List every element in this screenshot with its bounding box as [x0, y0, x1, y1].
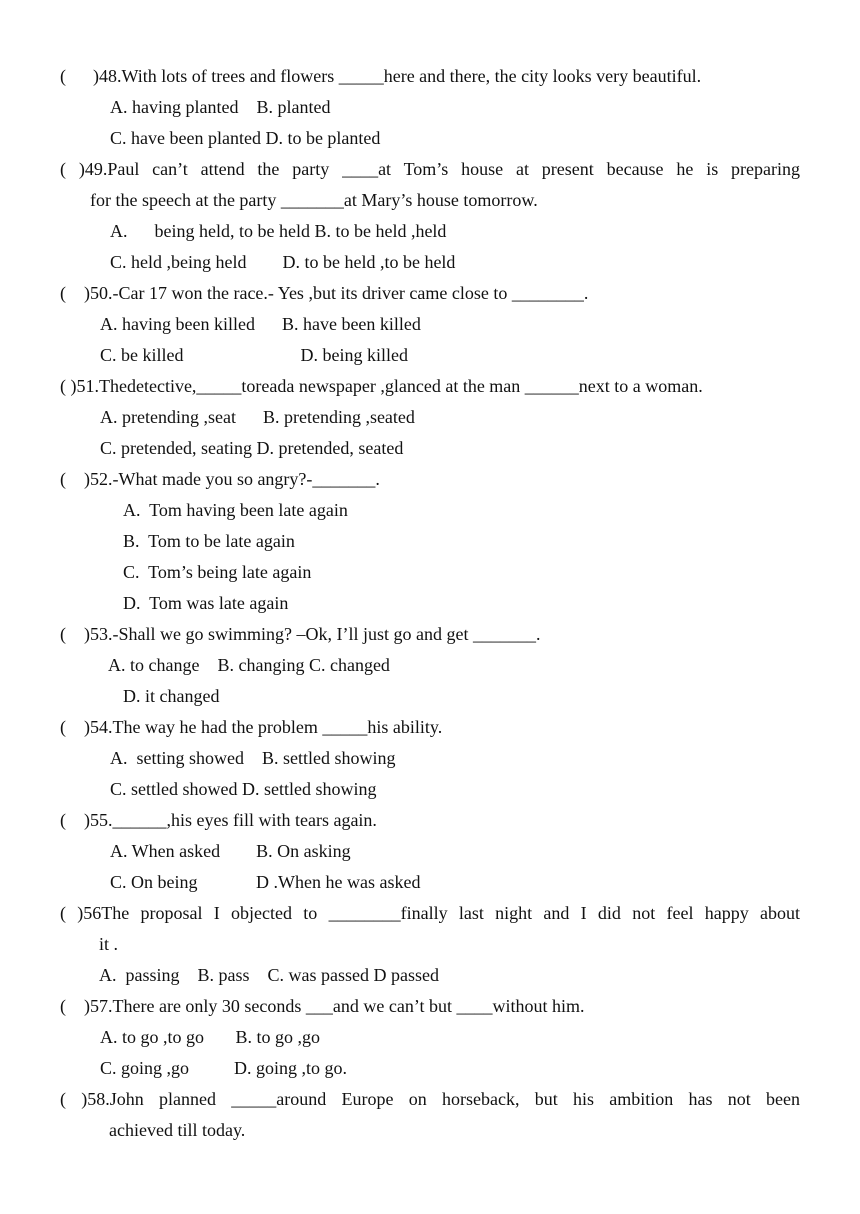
question-55-options-2: C. On being D .When he was asked [110, 872, 421, 892]
question-57-options-2: C. going ,go D. going ,to go. [100, 1058, 348, 1078]
question-48-options-1: A. having planted B. planted [110, 97, 331, 117]
question-57-options-1: A. to go ,to go B. to go ,go [100, 1027, 321, 1047]
question-56-options: A. passing B. pass C. was passed D passed [99, 965, 439, 985]
question-49-stem-2: for the speech at the party _______at Mary’s house tomorrow. [90, 190, 538, 210]
question-53-options-2: D. it changed [123, 686, 220, 706]
question-56-stem-1: ( )56The proposal I objected to ________finally last night and I did not feel happy about [60, 903, 800, 923]
question-51-options-2: C. pretended, seating D. pretended, seated [100, 438, 404, 458]
question-48-stem: ( )48.With lots of trees and flowers _____here and there, the city looks very beautiful. [60, 66, 702, 86]
question-56-stem-2: it . [99, 934, 119, 954]
question-52-stem: ( )52.-What made you so angry?-_______. [60, 469, 380, 489]
question-55-options-1: A. When asked B. On asking [110, 841, 351, 861]
question-58-stem-1: ( )58.John planned _____around Europe on horseback, but his ambition has not been [60, 1089, 800, 1109]
question-49-options-1: A. being held, to be held B. to be held ,held [110, 221, 447, 241]
question-52-option-c: C. Tom’s being late again [123, 562, 312, 582]
question-54-stem: ( )54.The way he had the problem _____his ability. [60, 717, 443, 737]
question-54-options-1: A. setting showed B. settled showing [110, 748, 396, 768]
question-52-option-b: B. Tom to be late again [123, 531, 295, 551]
question-52-option-a: A. Tom having been late again [123, 500, 348, 520]
question-57-stem: ( )57.There are only 30 seconds ___and we can’t but ____without him. [60, 996, 585, 1016]
question-55-stem: ( )55.______,his eyes fill with tears again. [60, 810, 377, 830]
question-49-options-2: C. held ,being held D. to be held ,to be held [110, 252, 456, 272]
question-50-options-1: A. having been killed B. have been killed [100, 314, 421, 334]
question-50-stem: ( )50.-Car 17 won the race.- Yes ,but its driver came close to ________. [60, 283, 589, 303]
question-53-options-1: A. to change B. changing C. changed [108, 655, 390, 675]
question-50-options-2: C. be killed D. being killed [100, 345, 408, 365]
question-58-stem-2: achieved till today. [109, 1120, 246, 1140]
question-51-stem: ( )51.Thedetective,_____toreada newspaper ,glanced at the man ______next to a woman. [60, 376, 703, 396]
question-51-options-1: A. pretending ,seat B. pretending ,seated [100, 407, 415, 427]
question-53-stem: ( )53.-Shall we go swimming? –Ok, I’ll just go and get _______. [60, 624, 541, 644]
question-54-options-2: C. settled showed D. settled showing [110, 779, 377, 799]
question-52-option-d: D. Tom was late again [123, 593, 289, 613]
question-49-stem-1: ( )49.Paul can’t attend the party ____at Tom’s house at present because he is preparing [60, 159, 800, 179]
question-48-options-2: C. have been planted D. to be planted [110, 128, 381, 148]
